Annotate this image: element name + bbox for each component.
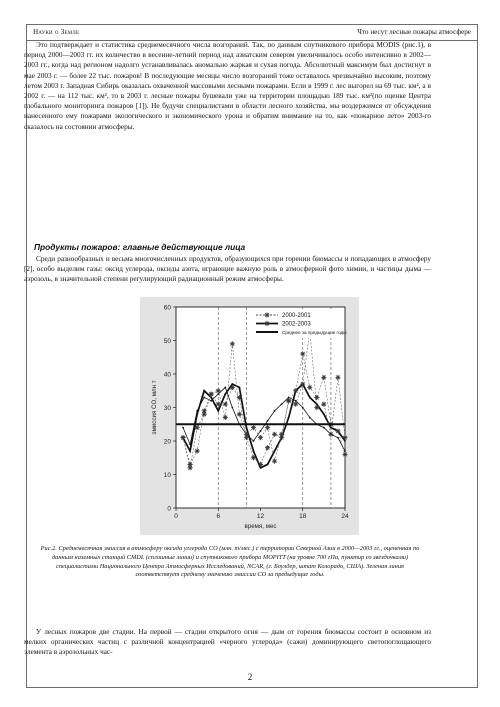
data-point	[260, 467, 262, 469]
running-header	[27, 25, 477, 41]
data-point-star	[328, 432, 333, 437]
y-axis-label: эмиссия CO, млн т	[151, 380, 158, 435]
x-tick-label: 12	[256, 513, 265, 520]
data-point	[281, 403, 283, 405]
data-point-star	[209, 392, 214, 397]
data-point-star	[258, 435, 263, 440]
data-point-star	[251, 455, 256, 460]
x-tick-label: 24	[341, 513, 349, 520]
data-point-star	[293, 388, 298, 393]
data-point-star	[244, 435, 249, 440]
data-point	[231, 383, 233, 385]
data-point-star	[335, 428, 340, 433]
data-point-star	[293, 402, 298, 407]
data-point-star	[195, 448, 200, 453]
data-point	[196, 413, 198, 415]
data-point-star	[258, 462, 263, 467]
data-point	[260, 430, 262, 432]
data-point-star	[300, 351, 305, 356]
data-point-star	[223, 402, 228, 407]
data-point	[309, 397, 311, 399]
data-point	[210, 397, 212, 399]
data-point	[182, 427, 184, 429]
data-point-star	[335, 375, 340, 380]
data-point-star	[223, 415, 228, 420]
data-point-star	[230, 341, 235, 346]
data-point	[253, 450, 255, 452]
page-number: 2	[247, 672, 253, 682]
data-point-star	[342, 452, 347, 457]
y-tick-label: 40	[163, 371, 171, 379]
data-point-star	[216, 388, 221, 393]
legend-star-icon	[264, 312, 269, 317]
data-point	[238, 387, 240, 389]
data-point	[344, 440, 346, 442]
journal-section-title: Науки о Земле	[33, 28, 80, 36]
data-point	[323, 427, 325, 429]
data-point	[288, 397, 290, 399]
data-point	[224, 393, 226, 395]
data-point-star	[202, 408, 207, 413]
y-tick-label: 50	[163, 338, 171, 345]
data-point-star	[321, 402, 326, 407]
data-point	[274, 450, 276, 452]
data-point-star	[265, 425, 270, 430]
data-point	[231, 407, 233, 409]
data-point	[288, 417, 290, 419]
data-point	[274, 410, 276, 412]
data-point	[302, 407, 304, 409]
figure-co-emission	[140, 297, 359, 535]
co-emission-chart	[140, 297, 359, 535]
data-point-star	[342, 435, 347, 440]
data-point	[295, 400, 297, 402]
data-point-star	[230, 385, 235, 390]
y-tick-label: 20	[163, 438, 171, 446]
data-point	[224, 387, 226, 389]
paragraph-fire-statistics: Это подтверждает и статистика среднемесячного числа возгораний. Так, по данным спутникового прибора MODIS (рис.1), в период 2000—2003 гг. их количество в весенне-летний период над азиатским севером увеличивалось особо интенсивно в 2002—2003 гг., когда над регионом надолго устанавливалась аномально жаркая и сухая погода. Абсолютный максимум был достигнут в мае 2003 г. — более 22 тыс. пожаров! В последующие месяцы число возгораний тоже оставалось чрезвычайно высоким, поэтому летом 2003 г. Западная Сибирь оказалась охваченной массовыми лесными пожарами. Если в 1999 г. лес выгорел на 69 тыс. км², а в 2002 г. — на 112 тыс. км², то в 2003 г. лесные пожары бушевали уже на территории площадью 189 тыс. км²(по оценке Центра глобального мониторинга пожаров [1]). Не будучи специалистами в области лесного хозяйства, мы воздержимся от обсуждения нанесенного ему пожарами экологического и экономического урона и обратим внимание на то, как «пожарное лето» 2003-го сказалось на состоянии атмосферы.	[24, 41, 431, 131]
article-title: Что несут лесные пожары атмосфере	[357, 28, 471, 36]
paragraph-fire-products: Среди разнообразных и весьма многочисленных продуктов, образующихся при горении биомассы и попадающих в атмосферу [2], особо выделим газы: оксид углерода, оксиды азота, играющие важную роль в атмосферной фото химии, и частицы дыма — аэрозоль, в значительной степени регулирующий радиационный режим атмосферы.	[24, 255, 431, 284]
x-tick-label: 18	[299, 513, 307, 520]
data-point-star	[180, 435, 185, 440]
data-point	[203, 390, 205, 392]
data-point	[217, 410, 219, 412]
data-point-star	[265, 445, 270, 450]
data-point-star	[237, 395, 242, 400]
x-tick-label: 6	[216, 513, 221, 520]
figure-caption: Рис.2. Среднемесячная эмиссия в атмосферу оксида углерода CO (млн. т/мес.) с территории Северной Азии в 2000—2003 гг., оцененная по данным наземных станций CMDL (сплошные линии) и спутникового прибора MOPITT (на уровне 700 гПа, пунктир со звездочками) специалистами Национального Центра Атмосферных Исследований, NCAR, (г. Боулдер, штат Колорадо, США). Зеленая линия соответствует среднему значению эмиссии CO за предыдущие годы.	[40, 545, 420, 579]
data-point-star	[187, 462, 192, 467]
data-point-star	[321, 375, 326, 380]
data-point-star	[195, 425, 200, 430]
data-point	[253, 440, 255, 442]
data-point-star	[307, 385, 312, 390]
data-point	[309, 417, 311, 419]
y-tick-label: 30	[163, 405, 171, 412]
legend-label: Среднее за предыдущие годы	[282, 330, 347, 336]
data-point-star	[279, 435, 284, 440]
data-point-star	[314, 405, 319, 410]
y-tick-label: 60	[163, 304, 171, 312]
data-point-star	[286, 398, 291, 403]
data-point-star	[251, 425, 256, 430]
data-point-star	[272, 432, 277, 437]
data-point-star	[272, 459, 277, 464]
legend-star-icon	[264, 321, 269, 326]
y-tick-label: 0	[167, 505, 171, 513]
section-heading: Продукты пожаров: главные действующие лица	[34, 242, 246, 252]
x-axis-label: время, мес	[244, 523, 277, 530]
paragraph-fire-stages: У лесных пожаров две стадии. На первой — стадии открытого огня — дым от горения биомассы состоит в основном из мелких органических частиц с различной концентрацией «черного углерода» (сажи) доминирующего светопоглощающего элемента в аэрозольных час-	[24, 628, 431, 657]
data-point-star	[237, 412, 242, 417]
data-point-star	[300, 381, 305, 386]
data-point	[267, 420, 269, 422]
data-point	[337, 437, 339, 439]
y-tick-label: 10	[163, 472, 171, 479]
legend-label: 2002-2003	[282, 321, 311, 328]
x-tick-label: 0	[174, 513, 178, 520]
data-point	[267, 464, 269, 466]
data-point	[203, 397, 205, 399]
data-point-star	[216, 402, 221, 407]
data-point-star	[314, 395, 319, 400]
data-point	[189, 450, 191, 452]
data-point	[323, 413, 325, 415]
data-point	[246, 427, 248, 429]
legend-label: 2000-2001	[282, 313, 311, 320]
